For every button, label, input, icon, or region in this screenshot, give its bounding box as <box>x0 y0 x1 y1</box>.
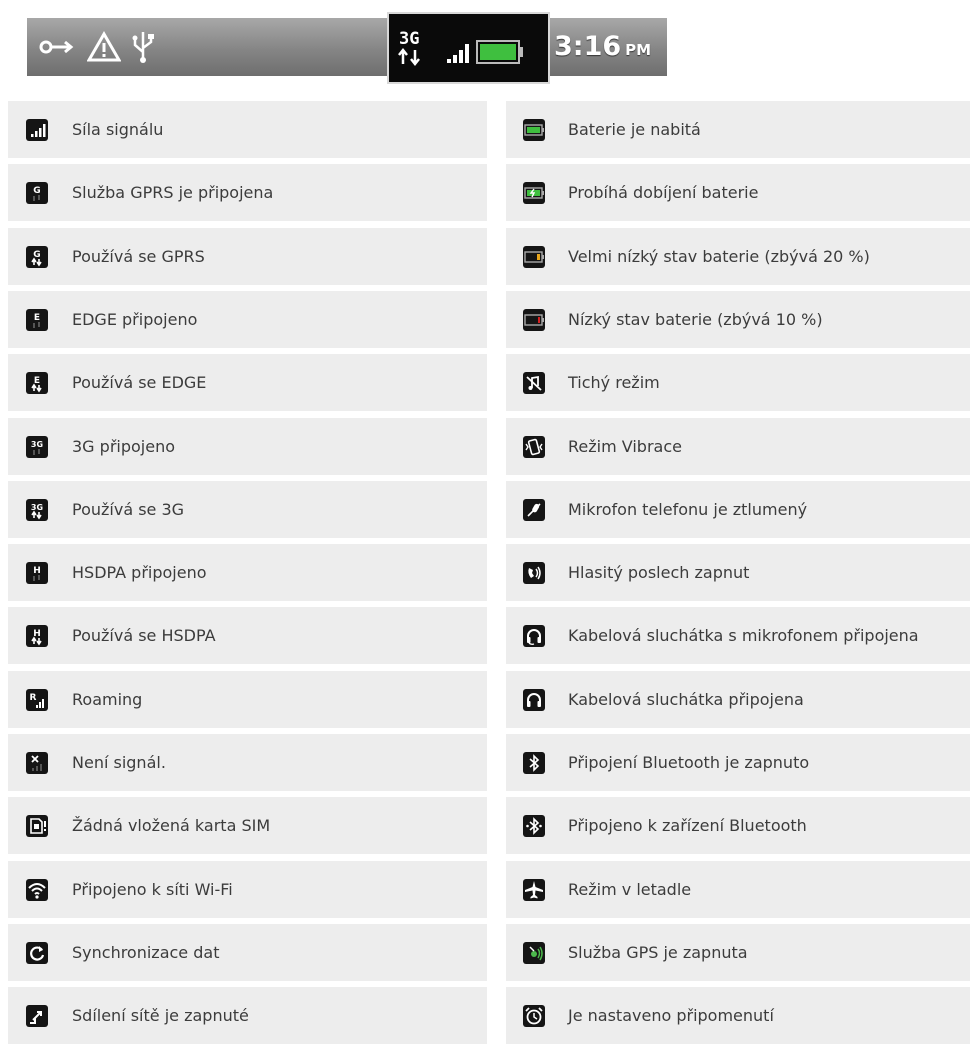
left-status-row <box>8 291 487 348</box>
network-type-label: 3G <box>399 29 420 49</box>
status-description: Režim Vibrace <box>568 436 682 456</box>
status-description: Žádná vložená karta SIM <box>72 815 271 835</box>
link-icon <box>37 35 77 59</box>
left-status-row <box>8 101 487 158</box>
svg-text:H: H <box>33 565 41 576</box>
left-status-row <box>8 607 487 664</box>
headset-mic-icon <box>523 625 545 647</box>
edge-in-use-icon <box>26 372 48 394</box>
left-status-row <box>8 797 487 854</box>
status-description: 3G připojeno <box>72 436 176 456</box>
mic-muted-icon <box>523 499 545 521</box>
status-description: Kabelová sluchátka připojena <box>568 689 804 709</box>
right-status-row <box>506 291 970 348</box>
status-bar-clock <box>554 18 651 76</box>
sync-icon <box>26 942 48 964</box>
right-status-row <box>506 354 970 411</box>
status-description: Režim v letadle <box>568 879 692 899</box>
gprs-in-use-icon <box>26 246 48 268</box>
right-status-row <box>506 671 970 728</box>
status-description: Nízký stav baterie (zbývá 10 %) <box>568 309 823 329</box>
right-status-row <box>506 734 970 791</box>
wifi-icon <box>26 879 48 901</box>
battery-full-icon <box>523 119 545 141</box>
status-description: Připojeno k síti Wi-Fi <box>72 879 233 899</box>
svg-text:G: G <box>33 185 41 196</box>
svg-text:E: E <box>33 375 41 386</box>
right-status-row <box>506 987 970 1044</box>
status-description: Není signál. <box>72 752 166 772</box>
status-description: Používá se GPRS <box>72 246 205 266</box>
right-status-row <box>506 607 970 664</box>
signal-strength-icon <box>26 119 48 141</box>
status-description: HSDPA připojeno <box>72 562 207 582</box>
speakerphone-icon <box>523 562 545 584</box>
3g-in-use-icon <box>26 499 48 521</box>
left-status-row <box>8 861 487 918</box>
gprs-connected-icon <box>26 182 48 204</box>
battery-very-low-icon <box>523 246 545 268</box>
left-status-row <box>8 354 487 411</box>
left-status-row <box>8 164 487 221</box>
left-status-row <box>8 481 487 538</box>
svg-text:3G: 3G <box>30 502 44 512</box>
status-description: Používá se 3G <box>72 499 185 519</box>
status-description: Velmi nízký stav baterie (zbývá 20 %) <box>568 246 870 266</box>
tethering-icon <box>26 1005 48 1027</box>
status-bar-highlight-box <box>387 12 550 84</box>
edge-connected-icon <box>26 309 48 331</box>
left-status-row <box>8 228 487 285</box>
status-description: Používá se EDGE <box>72 372 207 392</box>
headphones-icon <box>523 689 545 711</box>
status-description: Je nastaveno připomenutí <box>568 1005 774 1025</box>
status-description: Mikrofon telefonu je ztlumený <box>568 499 808 519</box>
left-status-row <box>8 987 487 1044</box>
status-description: Baterie je nabitá <box>568 119 701 139</box>
3g-connected-icon <box>26 436 48 458</box>
battery-charging-icon <box>523 182 545 204</box>
status-bar <box>27 18 667 76</box>
airplane-mode-icon <box>523 879 545 901</box>
status-description: Tichý režim <box>568 372 660 392</box>
status-description: Sdílení sítě je zapnuté <box>72 1005 249 1025</box>
signal-bars-icon <box>447 44 469 63</box>
left-status-row <box>8 671 487 728</box>
left-status-row <box>8 544 487 601</box>
clock-ampm: PM <box>625 41 652 59</box>
left-status-row <box>8 734 487 791</box>
status-description: Synchronizace dat <box>72 942 220 962</box>
status-description: Služba GPRS je připojena <box>72 182 274 202</box>
svg-text:E: E <box>33 312 41 323</box>
alarm-set-icon <box>523 1005 545 1027</box>
status-description: Roaming <box>72 689 143 709</box>
bluetooth-on-icon <box>523 752 545 774</box>
status-description: Hlasitý poslech zapnut <box>568 562 750 582</box>
status-description: EDGE připojeno <box>72 309 198 329</box>
battery-low-icon <box>523 309 545 331</box>
status-bar-notification-icons <box>37 18 155 76</box>
silent-mode-icon <box>523 372 545 394</box>
status-description: Kabelová sluchátka s mikrofonem připojena <box>568 625 919 645</box>
svg-text:G: G <box>33 249 41 260</box>
status-description: Síla signálu <box>72 119 164 139</box>
status-description: Používá se HSDPA <box>72 625 216 645</box>
battery-icon <box>477 41 523 63</box>
no-signal-icon <box>26 752 48 774</box>
right-status-row <box>506 418 970 475</box>
roaming-icon <box>26 689 48 711</box>
status-description: Připojeno k zařízení Bluetooth <box>568 815 807 835</box>
svg-text:3G: 3G <box>30 439 44 449</box>
right-status-row <box>506 861 970 918</box>
left-status-row <box>8 924 487 981</box>
right-status-row <box>506 481 970 538</box>
right-status-row <box>506 797 970 854</box>
gps-on-icon <box>523 942 545 964</box>
right-status-row <box>506 544 970 601</box>
status-description: Služba GPS je zapnuta <box>568 942 748 962</box>
status-description: Probíhá dobíjení baterie <box>568 182 759 202</box>
left-status-row <box>8 418 487 475</box>
right-status-row <box>506 101 970 158</box>
hsdpa-connected-icon <box>26 562 48 584</box>
no-sim-icon <box>26 815 48 837</box>
svg-text:H: H <box>33 628 41 639</box>
right-status-row <box>506 228 970 285</box>
warning-icon <box>87 31 121 63</box>
right-status-row <box>506 164 970 221</box>
hsdpa-in-use-icon <box>26 625 48 647</box>
bluetooth-connected-icon <box>523 815 545 837</box>
data-arrows-icon <box>399 50 419 64</box>
svg-text:R: R <box>29 692 37 703</box>
clock-time: 3:16 <box>554 31 622 62</box>
vibrate-mode-icon <box>523 436 545 458</box>
usb-icon <box>131 30 155 64</box>
right-status-row <box>506 924 970 981</box>
status-description: Připojení Bluetooth je zapnuto <box>568 752 810 772</box>
